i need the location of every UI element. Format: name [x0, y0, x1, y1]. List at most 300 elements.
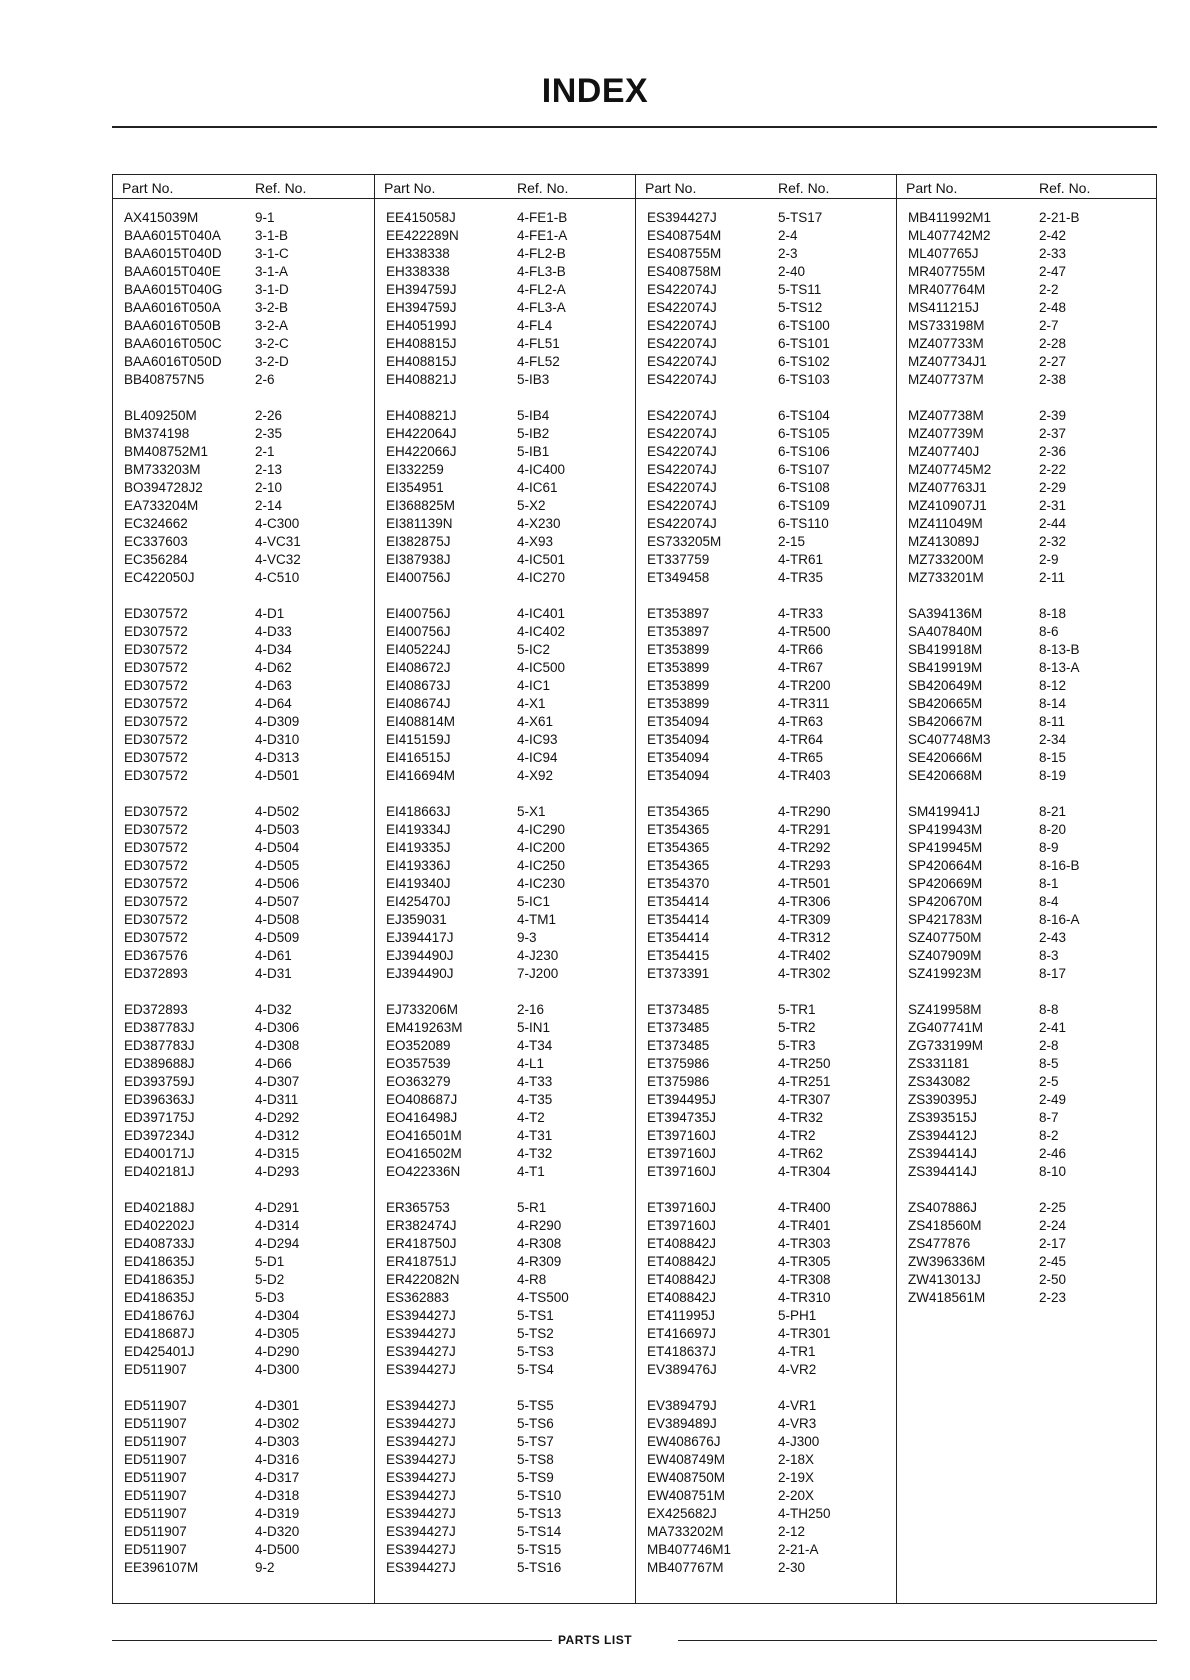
part-number: BAA6016T050C: [124, 336, 222, 351]
table-row: [113, 857, 374, 875]
ref-number: 6-TS106: [778, 444, 830, 459]
ref-number: 8-21: [1039, 804, 1067, 819]
part-no-header: Part No.: [906, 180, 958, 196]
ref-number: 8-17: [1039, 966, 1067, 981]
part-number: BO394728J2: [124, 480, 203, 495]
table-row: [375, 1235, 635, 1253]
ref-number: 4-TR401: [778, 1218, 831, 1233]
table-row: [113, 623, 374, 641]
table-row: [636, 479, 896, 497]
table-row: [113, 371, 374, 389]
table-row: [636, 803, 896, 821]
part-number: ET354094: [647, 750, 710, 765]
ref-number: 4-TR293: [778, 858, 831, 873]
ref-number: 2-12: [778, 1524, 806, 1539]
table-row: [113, 551, 374, 569]
ref-number: 4-D506: [255, 876, 300, 891]
ref-number: 9-3: [517, 930, 537, 945]
row-group: [636, 1199, 896, 1379]
parts-index-table: [112, 174, 1157, 1604]
ref-number: 8-16-A: [1039, 912, 1080, 927]
ref-number: 4-VR1: [778, 1398, 817, 1413]
table-row: [636, 497, 896, 515]
ref-number: 3-1-B: [255, 228, 289, 243]
ref-number: 8-16-B: [1039, 858, 1080, 873]
ref-number: 4-T2: [517, 1110, 545, 1125]
part-number: SP421783M: [908, 912, 983, 927]
part-number: ED307572: [124, 804, 188, 819]
ref-number: 4-D507: [255, 894, 300, 909]
table-row: [375, 1109, 635, 1127]
table-row: [113, 317, 374, 335]
ref-number: 5-TS13: [517, 1506, 562, 1521]
ref-no-header: Ref. No.: [255, 180, 307, 196]
table-row: [113, 443, 374, 461]
part-number: ET354094: [647, 732, 710, 747]
part-number: ED511907: [124, 1542, 187, 1557]
table-row: [636, 569, 896, 587]
table-row: [375, 695, 635, 713]
ref-number: 5-TS3: [517, 1344, 554, 1359]
part-number: EI419334J: [386, 822, 451, 837]
part-number: ET375986: [647, 1074, 710, 1089]
ref-number: 4-IC61: [517, 480, 558, 495]
table-row: [113, 1163, 374, 1181]
ref-number: 4-TR402: [778, 948, 831, 963]
table-row: [897, 875, 1156, 893]
table-row: [636, 1487, 896, 1505]
table-row: [113, 1541, 374, 1559]
footer-label: [0, 1631, 1190, 1649]
part-number: ZW418561M: [908, 1290, 986, 1305]
part-number: EI416515J: [386, 750, 451, 765]
index-column: [896, 175, 1156, 1603]
table-row: [636, 1253, 896, 1271]
part-number: MS411215J: [908, 300, 980, 315]
ref-number: 5-IB2: [517, 426, 550, 441]
part-number: ES422074J: [647, 498, 717, 513]
table-row: [897, 1271, 1156, 1289]
table-row: [897, 623, 1156, 641]
part-number: ED397175J: [124, 1110, 195, 1125]
part-number: ES408755M: [647, 246, 722, 261]
ref-number: 4-TR302: [778, 966, 831, 981]
ref-number: 9-1: [255, 210, 275, 225]
table-row: [375, 821, 635, 839]
ref-number: 2-46: [1039, 1146, 1067, 1161]
part-number: BL409250M: [124, 408, 197, 423]
part-number: EJ394490J: [386, 948, 454, 963]
ref-number: 8-13-B: [1039, 642, 1080, 657]
part-number: ED307572: [124, 660, 188, 675]
part-number: EI408673J: [386, 678, 451, 693]
row-groups: [897, 199, 1156, 1325]
row-group: [897, 605, 1156, 785]
table-row: [375, 1487, 635, 1505]
table-row: [375, 1145, 635, 1163]
part-number: EV389489J: [647, 1416, 717, 1431]
part-number: ED307572: [124, 678, 188, 693]
ref-number: 4-D310: [255, 732, 300, 747]
table-row: [375, 1451, 635, 1469]
table-row: [897, 911, 1156, 929]
row-group: [113, 407, 374, 587]
table-row: [375, 1073, 635, 1091]
table-row: [375, 371, 635, 389]
row-group: [113, 1199, 374, 1379]
part-number: MB407746M1: [647, 1542, 732, 1557]
table-row: [636, 551, 896, 569]
table-row: [375, 515, 635, 533]
ref-number: 4-TR62: [778, 1146, 824, 1161]
part-number: MZ410907J1: [908, 498, 987, 513]
table-row: [113, 479, 374, 497]
table-row: [375, 1199, 635, 1217]
ref-number: 4-TR400: [778, 1200, 831, 1215]
table-row: [113, 1469, 374, 1487]
ref-number: 8-6: [1039, 624, 1059, 639]
ref-number: 4-D291: [255, 1200, 300, 1215]
part-number: ET394735J: [647, 1110, 717, 1125]
ref-number: 4-R8: [517, 1272, 547, 1287]
table-row: [113, 1019, 374, 1037]
part-number: BAA6015T040G: [124, 282, 223, 297]
part-number: ET394495J: [647, 1092, 717, 1107]
ref-number: 2-30: [778, 1560, 806, 1575]
table-row: [897, 299, 1156, 317]
ref-number: 4-D316: [255, 1452, 300, 1467]
ref-number: 4-D34: [255, 642, 292, 657]
table-row: [897, 893, 1156, 911]
ref-number: 5-TS17: [778, 210, 823, 225]
part-number: ED400171J: [124, 1146, 195, 1161]
ref-number: 5-TS4: [517, 1362, 554, 1377]
part-number: ED511907: [124, 1398, 187, 1413]
part-number: ED372893: [124, 966, 188, 981]
ref-number: 4-D504: [255, 840, 300, 855]
table-row: [113, 749, 374, 767]
table-row: [113, 335, 374, 353]
part-number: ET353897: [647, 624, 710, 639]
table-row: [636, 911, 896, 929]
ref-no-header: Ref. No.: [1039, 180, 1091, 196]
part-number: EO416501M: [386, 1128, 462, 1143]
ref-number: 2-2: [1039, 282, 1059, 297]
table-row: [636, 533, 896, 551]
table-row: [636, 1397, 896, 1415]
row-group: [897, 209, 1156, 389]
column-header: [113, 175, 374, 199]
table-row: [113, 1523, 374, 1541]
part-number: ED402188J: [124, 1200, 195, 1215]
table-row: [375, 659, 635, 677]
table-row: [375, 749, 635, 767]
ref-number: 4-IC94: [517, 750, 558, 765]
part-number: ES422074J: [647, 318, 717, 333]
ref-number: 5-IB1: [517, 444, 550, 459]
table-row: [375, 1523, 635, 1541]
part-number: SB419919M: [908, 660, 983, 675]
table-row: [375, 1091, 635, 1109]
table-row: [113, 281, 374, 299]
ref-number: 8-10: [1039, 1164, 1067, 1179]
table-row: [636, 317, 896, 335]
ref-number: 4-D294: [255, 1236, 300, 1251]
part-number: ET411995J: [647, 1308, 716, 1323]
part-number: SP419945M: [908, 840, 983, 855]
ref-number: 4-D302: [255, 1416, 300, 1431]
table-row: [113, 353, 374, 371]
ref-number: 6-TS105: [778, 426, 830, 441]
row-group: [636, 605, 896, 785]
ref-number: 4-T33: [517, 1074, 553, 1089]
ref-number: 4-D305: [255, 1326, 300, 1341]
ref-number: 2-19X: [778, 1470, 815, 1485]
ref-number: 4-FL2-B: [517, 246, 566, 261]
table-row: [636, 1523, 896, 1541]
part-number: EW408751M: [647, 1488, 726, 1503]
ref-number: 4-IC290: [517, 822, 566, 837]
table-row: [375, 299, 635, 317]
ref-number: 8-5: [1039, 1056, 1059, 1071]
table-row: [636, 623, 896, 641]
part-number: ZS477876: [908, 1236, 971, 1251]
ref-number: 4-TR200: [778, 678, 831, 693]
part-number: ET397160J: [647, 1146, 717, 1161]
table-row: [897, 731, 1156, 749]
table-row: [113, 1325, 374, 1343]
table-row: [375, 1163, 635, 1181]
table-row: [897, 965, 1156, 983]
table-row: [113, 731, 374, 749]
part-number: EH408815J: [386, 336, 457, 351]
ref-number: 4-D309: [255, 714, 300, 729]
part-number: ES422074J: [647, 408, 717, 423]
table-row: [113, 1001, 374, 1019]
part-number: ES408758M: [647, 264, 722, 279]
part-number: BM408752M1: [124, 444, 209, 459]
table-row: [897, 461, 1156, 479]
ref-number: 4-TR2: [778, 1128, 816, 1143]
row-group: [897, 407, 1156, 587]
table-row: [375, 767, 635, 785]
row-group: [636, 803, 896, 983]
table-row: [636, 245, 896, 263]
ref-number: 2-1: [255, 444, 275, 459]
part-number: ET354365: [647, 840, 710, 855]
part-number: ED425401J: [124, 1344, 195, 1359]
part-number: SB420649M: [908, 678, 983, 693]
part-number: ED307572: [124, 858, 188, 873]
part-number: ES422074J: [647, 282, 717, 297]
table-row: [375, 731, 635, 749]
table-row: [375, 893, 635, 911]
table-row: [636, 263, 896, 281]
part-no-header: Part No.: [384, 180, 436, 196]
ref-number: 4-TR501: [778, 876, 831, 891]
table-row: [375, 335, 635, 353]
ref-number: 5-IC1: [517, 894, 551, 909]
table-row: [113, 1343, 374, 1361]
table-row: [113, 227, 374, 245]
part-number: SZ419923M: [908, 966, 982, 981]
part-number: ET354365: [647, 822, 710, 837]
ref-number: 4-TR292: [778, 840, 831, 855]
row-groups: [375, 199, 635, 1595]
part-number: SM419941J: [908, 804, 981, 819]
ref-number: 6-TS102: [778, 354, 830, 369]
ref-number: 2-8: [1039, 1038, 1059, 1053]
row-group: [113, 605, 374, 785]
part-number: BAA6015T040E: [124, 264, 221, 279]
table-row: [375, 479, 635, 497]
part-number: ET418637J: [647, 1344, 717, 1359]
table-row: [636, 1019, 896, 1037]
table-row: [636, 1451, 896, 1469]
part-number: ES394427J: [386, 1506, 456, 1521]
ref-number: 8-1: [1039, 876, 1059, 891]
part-number: ES422074J: [647, 462, 717, 477]
table-row: [636, 299, 896, 317]
part-number: BB408757N5: [124, 372, 205, 387]
table-row: [375, 1415, 635, 1433]
part-number: SP420664M: [908, 858, 983, 873]
ref-number: 2-44: [1039, 516, 1067, 531]
ref-number: 2-20X: [778, 1488, 815, 1503]
table-row: [375, 803, 635, 821]
ref-number: 4-X92: [517, 768, 554, 783]
part-number: BAA6016T050B: [124, 318, 221, 333]
ref-number: 4-D293: [255, 1164, 300, 1179]
ref-number: 4-IC230: [517, 876, 566, 891]
part-number: SP419943M: [908, 822, 983, 837]
row-group: [375, 1397, 635, 1577]
table-row: [113, 1451, 374, 1469]
ref-number: 2-9: [1039, 552, 1059, 567]
ref-number: 4-X93: [517, 534, 554, 549]
ref-number: 5-TS12: [778, 300, 823, 315]
table-row: [375, 1307, 635, 1325]
table-row: [375, 317, 635, 335]
part-number: ED511907: [124, 1452, 187, 1467]
part-number: ED307572: [124, 894, 188, 909]
part-number: ET354414: [647, 912, 710, 927]
ref-number: 5-X1: [517, 804, 546, 819]
ref-number: 3-1-C: [255, 246, 289, 261]
part-number: ED307572: [124, 696, 188, 711]
ref-number: 4-D502: [255, 804, 300, 819]
part-number: ES394427J: [386, 1524, 456, 1539]
table-row: [113, 569, 374, 587]
ref-number: 5-TR2: [778, 1020, 816, 1035]
ref-number: 2-21-B: [1039, 210, 1080, 225]
ref-number: 4-TR33: [778, 606, 824, 621]
table-row: [375, 1289, 635, 1307]
ref-number: 4-TR290: [778, 804, 831, 819]
title-rule: [112, 126, 1157, 128]
part-number: EH422064J: [386, 426, 457, 441]
ref-number: 4-IC270: [517, 570, 566, 585]
part-number: ED418635J: [124, 1272, 195, 1287]
ref-number: 4-TH250: [778, 1506, 831, 1521]
part-number: MS733198M: [908, 318, 985, 333]
part-number: BAA6015T040D: [124, 246, 222, 261]
part-number: MZ407738M: [908, 408, 984, 423]
ref-number: 4-TR61: [778, 552, 824, 567]
part-number: ES394427J: [386, 1308, 456, 1323]
table-row: [897, 335, 1156, 353]
table-row: [636, 821, 896, 839]
table-row: [375, 1271, 635, 1289]
table-row: [636, 749, 896, 767]
ref-number: 4-D509: [255, 930, 300, 945]
ref-number: 4-TR251: [778, 1074, 831, 1089]
ref-number: 6-TS108: [778, 480, 830, 495]
row-group: [375, 209, 635, 389]
table-row: [636, 1163, 896, 1181]
table-row: [636, 1127, 896, 1145]
part-number: ML407742M2: [908, 228, 991, 243]
part-number: ER365753: [386, 1200, 450, 1215]
ref-number: 2-26: [255, 408, 283, 423]
table-row: [113, 1361, 374, 1379]
row-group: [636, 407, 896, 587]
row-group: [375, 407, 635, 587]
ref-number: 4-D33: [255, 624, 292, 639]
table-row: [375, 1397, 635, 1415]
ref-number: 2-24: [1039, 1218, 1067, 1233]
table-row: [113, 1217, 374, 1235]
table-row: [375, 677, 635, 695]
part-number: ED402202J: [124, 1218, 195, 1233]
table-row: [636, 461, 896, 479]
table-row: [375, 425, 635, 443]
ref-number: 4-TR1: [778, 1344, 816, 1359]
part-number: MZ733200M: [908, 552, 984, 567]
ref-number: 5-D1: [255, 1254, 285, 1269]
ref-number: 2-5: [1039, 1074, 1059, 1089]
table-row: [636, 1343, 896, 1361]
ref-number: 8-19: [1039, 768, 1067, 783]
ref-number: 4-VR3: [778, 1416, 817, 1431]
part-number: ET353899: [647, 696, 710, 711]
ref-number: 4-TR500: [778, 624, 831, 639]
ref-number: 4-FL4: [517, 318, 553, 333]
part-number: EI418663J: [386, 804, 451, 819]
part-number: ET373485: [647, 1002, 710, 1017]
part-number: ET354365: [647, 804, 710, 819]
table-row: [113, 425, 374, 443]
part-number: ET373391: [647, 966, 710, 981]
part-number: ES394427J: [386, 1542, 456, 1557]
part-number: EI419336J: [386, 858, 451, 873]
part-number: ES408754M: [647, 228, 722, 243]
table-row: [375, 947, 635, 965]
table-row: [113, 1289, 374, 1307]
part-number: MZ407737M: [908, 372, 984, 387]
part-number: EC324662: [124, 516, 188, 531]
table-row: [375, 1343, 635, 1361]
part-number: BM733203M: [124, 462, 201, 477]
ref-number: 2-22: [1039, 462, 1067, 477]
table-row: [636, 767, 896, 785]
part-number: EC356284: [124, 552, 188, 567]
part-number: ED307572: [124, 822, 188, 837]
ref-number: 4-FL52: [517, 354, 560, 369]
part-number: ET354365: [647, 858, 710, 873]
ref-number: 4-D66: [255, 1056, 292, 1071]
part-number: MR407755M: [908, 264, 986, 279]
